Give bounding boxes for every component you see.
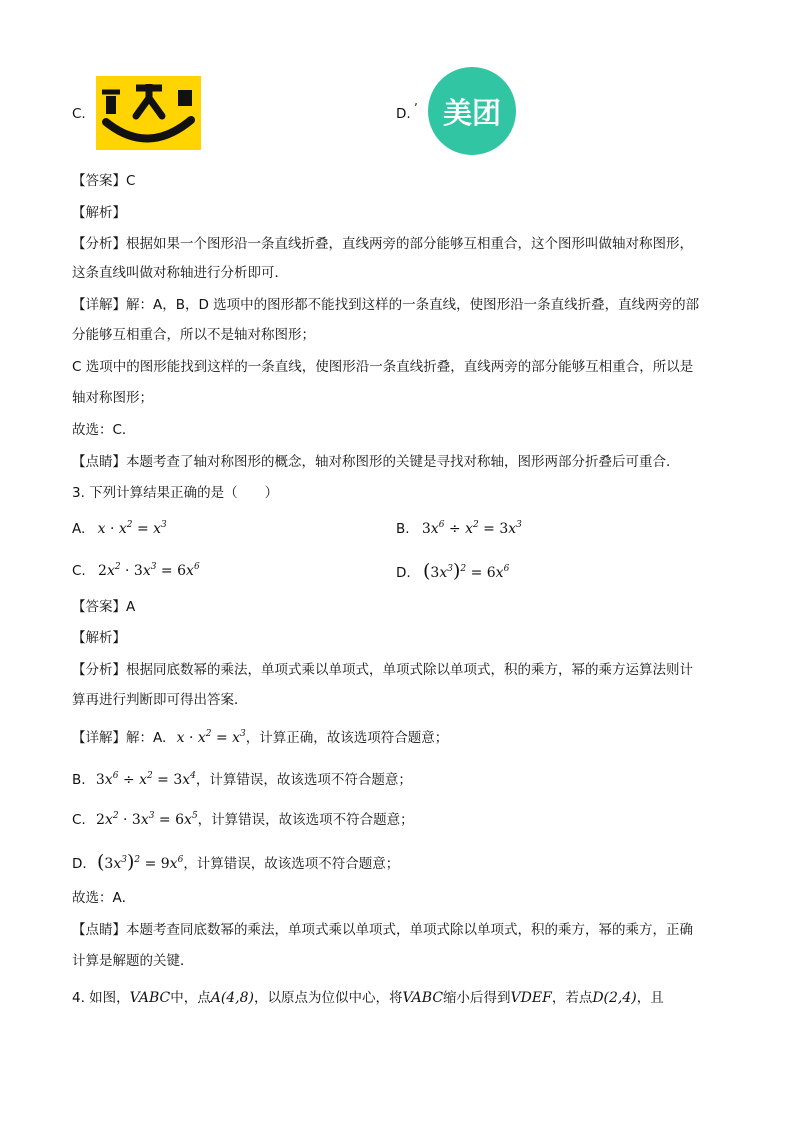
q3-xiangjie-d-suffix: ，计算错误，故该选项不符合题意； — [183, 856, 400, 872]
q3-xiangjie-d — [72, 852, 399, 874]
q3-option-a-formula: $x \cdot x^2 = x^3$ — [97, 520, 167, 537]
q3-option-d-formula: $(3x^3)^2 = 6x^6$ — [422, 560, 510, 582]
q3-xiangjie-c-suffix: ，计算错误，故该选项不符合题意； — [197, 812, 414, 828]
q4-point-a: A(4,8) — [210, 990, 255, 1006]
q3-xiangjie-c-formula: $2x^2 \cdot 3x^3 = 6x^5$ — [96, 811, 198, 828]
q3-option-c — [72, 561, 200, 581]
option-c-label: C. — [72, 106, 86, 122]
q3-xiangjie-c-prefix: C. — [72, 812, 86, 828]
smile-logo-icon — [96, 76, 201, 150]
q3-option-c-label: C. — [72, 563, 86, 579]
q2-fenxi-line-1: 【分析】根据如果一个图形沿一条直线折叠，直线两旁的部分能够互相重合，这个图形叫做轴对称图形， — [72, 236, 693, 252]
q2-xiangjie-line-1: 【详解】解：A，B，D 选项中的图形都不能找到这样的一条直线，使图形沿一条直线折叠，直线两旁的部 — [72, 297, 700, 313]
q3-xiangjie-d-prefix: D. — [72, 856, 87, 872]
q2-xiangjie-line-4: 轴对称图形； — [72, 390, 153, 406]
q2-answer: 【答案】C — [72, 173, 136, 189]
q3-option-b-label: B. — [396, 521, 410, 537]
option-d-label: D. — [396, 106, 411, 122]
q3-option-d — [396, 561, 509, 583]
q3-option-b-formula: $3x^6 \div x^2 = 3x^3$ — [421, 520, 522, 537]
q3-option-d-label: D. — [396, 565, 411, 581]
q3-xiangjie-b-prefix: B. — [72, 772, 86, 788]
q3-option-a-label: A. — [72, 521, 86, 537]
q2-jiexi: 【解析】 — [72, 205, 126, 221]
option-d-mark: ʼ — [414, 101, 418, 115]
q3-dianjing-line-2: 计算是解题的关键． — [72, 953, 194, 969]
q4-text-4: 缩小后得到 — [443, 990, 511, 1006]
q3-xiangjie-a — [72, 728, 448, 748]
q3-answer: 【答案】A — [72, 599, 136, 615]
q3-option-c-formula: $2x^2 \cdot 3x^3 = 6x^6$ — [98, 562, 200, 579]
q2-dianjing: 【点睛】本题考查了轴对称图形的概念，轴对称图形的关键是寻找对称轴，图形两部分折叠后可重合． — [72, 454, 680, 470]
q4-triangle-abc-2: VABC — [402, 990, 444, 1006]
q3-fenxi-line-2: 算再进行判断即可得出答案． — [72, 692, 248, 708]
q4-stem — [72, 988, 664, 1008]
option-d-logo-image — [428, 67, 516, 155]
q3-xiangjie-c — [72, 810, 414, 830]
q3-xiangjie-b-formula: $3x^6 \div x^2 = 3x^4$ — [95, 771, 196, 788]
q3-fenxi-line-1: 【分析】根据同底数幂的乘法，单项式乘以单项式，单项式除以单项式，积的乘方，幂的乘方运算法则计 — [72, 662, 693, 678]
q3-option-a — [72, 519, 167, 539]
q4-text-1: 4. 如图， — [72, 990, 130, 1006]
q4-text-3: ，以原点为位似中心，将 — [254, 990, 403, 1006]
q3-xiangjie-b-suffix: ，计算错误，故该选项不符合题意； — [195, 772, 412, 788]
q4-text-5: ，若点 — [551, 990, 593, 1006]
q3-jiexi: 【解析】 — [72, 630, 126, 646]
q4-triangle-abc-1: VABC — [129, 990, 171, 1006]
q3-option-b — [396, 519, 522, 539]
q4-text-6: ，且 — [636, 990, 664, 1006]
q3-stem: 3. 下列计算结果正确的是（ ） — [72, 485, 279, 501]
q3-xiangjie-a-suffix: ，计算正确，故该选项符合题意； — [245, 730, 449, 746]
q4-text-2: 中，点 — [170, 990, 211, 1006]
q3-xiangjie-a-prefix: 【详解】解：A. — [72, 730, 167, 746]
q3-xiangjie-a-formula: $x \cdot x^2 = x^3$ — [176, 729, 246, 746]
q2-guxuan: 故选：C． — [72, 422, 136, 438]
q4-triangle-def: VDEF — [510, 990, 552, 1006]
q4-point-d: D(2,4) — [592, 990, 637, 1006]
q2-xiangjie-line-3: C 选项中的图形能找到这样的一条直线，使图形沿一条直线折叠，直线两旁的部分能够互相重合，所以是 — [72, 359, 694, 375]
q3-dianjing-line-1: 【点睛】本题考查同底数幂的乘法，单项式乘以单项式，单项式除以单项式，积的乘方，幂的乘方，正确 — [72, 922, 693, 938]
q2-fenxi-line-2: 这条直线叫做对称轴进行分析即可． — [72, 265, 288, 281]
q3-guxuan: 故选：A． — [72, 890, 136, 906]
meituan-logo-text: 美团 — [442, 95, 501, 130]
q3-xiangjie-b — [72, 770, 412, 790]
q3-xiangjie-d-formula: $(3x^3)^2 = 9x^6$ — [96, 851, 184, 873]
option-c-logo-image — [96, 76, 201, 150]
q2-xiangjie-line-2: 分能够互相重合，所以不是轴对称图形； — [72, 327, 315, 343]
